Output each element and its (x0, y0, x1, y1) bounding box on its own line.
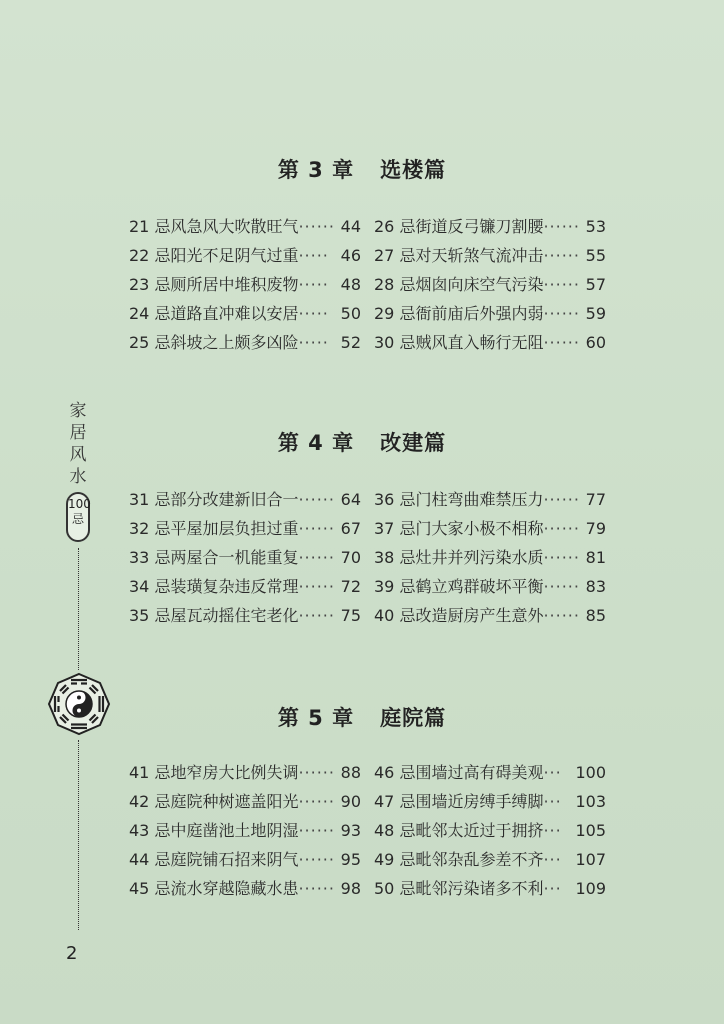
page-ref: 53 (585, 217, 606, 236)
toc-column-right (374, 758, 606, 903)
page-ref: 64 (340, 490, 361, 509)
toc-entry[interactable]: 35 忌屋瓦动摇住宅老化······ 75 (129, 601, 361, 630)
page-ref: 44 (340, 217, 361, 236)
toc-entry[interactable]: 27 忌对天斩煞气流冲击······ 55 (374, 241, 606, 270)
page-ref: 98 (340, 879, 361, 898)
toc-entry[interactable]: 24 忌道路直冲难以安居····· 50 (129, 299, 361, 328)
page-ref: 60 (585, 333, 606, 352)
side-title-char: 风 (69, 445, 87, 465)
page-ref: 55 (585, 246, 606, 265)
toc-entry[interactable]: 43 忌中庭凿池土地阴湿······ 93 (129, 816, 361, 845)
toc-entry[interactable]: 45 忌流水穿越隐藏水患······ 98 (129, 874, 361, 903)
side-title-badge: 100忌 (66, 492, 90, 542)
page-ref: 70 (340, 548, 361, 567)
page-ref: 85 (585, 606, 606, 625)
page-ref: 83 (585, 577, 606, 596)
toc-entry[interactable]: 31 忌部分改建新旧合一······ 64 (129, 485, 361, 514)
page-ref: 109 (575, 879, 606, 898)
page-ref: 67 (340, 519, 361, 538)
toc-entry[interactable]: 42 忌庭院种树遮盖阳光······ 90 (129, 787, 361, 816)
toc-entry[interactable]: 25 忌斜坡之上颇多凶险····· 52 (129, 328, 361, 357)
page-ref: 57 (585, 275, 606, 294)
page-ref: 105 (575, 821, 606, 840)
toc-entry[interactable]: 33 忌两屋合一机能重复······ 70 (129, 543, 361, 572)
page-ref: 52 (340, 333, 361, 352)
toc-entry[interactable]: 40 忌改造厨房产生意外······ 85 (374, 601, 606, 630)
toc-entry[interactable]: 26 忌街道反弓镰刀割腰······ 53 (374, 212, 606, 241)
toc-entry[interactable]: 38 忌灶井并列污染水质······ 81 (374, 543, 606, 572)
divider-line (78, 548, 79, 670)
page-number: 2 (66, 943, 78, 964)
chapter-name: 改建篇 (380, 431, 447, 455)
toc-entry[interactable]: 39 忌鹤立鸡群破坏平衡······ 83 (374, 572, 606, 601)
page-ref: 46 (340, 246, 361, 265)
toc-entry[interactable]: 46 忌围墙过高有碍美观··· 100 (374, 758, 606, 787)
page-ref: 103 (575, 792, 606, 811)
toc-entry[interactable]: 21 忌风急风大吹散旺气······ 44 (129, 212, 361, 241)
toc-column-left (129, 485, 361, 630)
page-ref: 50 (340, 304, 361, 323)
chapter-label: 第 5 章 (277, 706, 355, 730)
page-ref: 79 (585, 519, 606, 538)
chapter-title (0, 154, 724, 184)
toc-entry[interactable]: 36 忌门柱弯曲难禁压力······ 77 (374, 485, 606, 514)
page-ref: 72 (340, 577, 361, 596)
chapter-label: 第 4 章 (277, 431, 355, 455)
page-ref: 95 (340, 850, 361, 869)
toc-entry[interactable]: 28 忌烟囱向床空气污染······ 57 (374, 270, 606, 299)
toc-column-left (129, 758, 361, 903)
toc-entry[interactable]: 32 忌平屋加层负担过重······ 67 (129, 514, 361, 543)
bagua-yin-yang-icon (47, 672, 111, 736)
chapter-title (0, 427, 724, 457)
page-ref: 107 (575, 850, 606, 869)
toc-entry[interactable]: 30 忌贼风直入畅行无阻······ 60 (374, 328, 606, 357)
toc-entry[interactable]: 44 忌庭院铺石招来阴气······ 95 (129, 845, 361, 874)
side-running-title (58, 400, 98, 542)
chapter-label: 第 3 章 (277, 158, 355, 182)
page-ref: 48 (340, 275, 361, 294)
page-ref: 75 (340, 606, 361, 625)
toc-entry[interactable]: 41 忌地窄房大比例失调······ 88 (129, 758, 361, 787)
toc-entry[interactable]: 29 忌衙前庙后外强内弱······ 59 (374, 299, 606, 328)
page-ref: 59 (585, 304, 606, 323)
toc-entry[interactable]: 22 忌阳光不足阴气过重····· 46 (129, 241, 361, 270)
toc-entry[interactable]: 23 忌厕所居中堆积废物····· 48 (129, 270, 361, 299)
toc-column-left (129, 212, 361, 357)
toc-entry[interactable]: 47 忌围墙近房缚手缚脚··· 103 (374, 787, 606, 816)
toc-column-right (374, 485, 606, 630)
divider-line (78, 740, 79, 930)
side-title-char: 家 (69, 401, 87, 421)
side-title-char: 水 (69, 467, 87, 487)
chapter-name: 选楼篇 (380, 158, 447, 182)
page-ref: 81 (585, 548, 606, 567)
page-ref: 93 (340, 821, 361, 840)
page-ref: 77 (585, 490, 606, 509)
toc-entry[interactable]: 34 忌装璜复杂违反常理······ 72 (129, 572, 361, 601)
side-title-char: 居 (69, 423, 87, 443)
toc-entry[interactable]: 50 忌毗邻污染诸多不利··· 109 (374, 874, 606, 903)
page-ref: 100 (575, 763, 606, 782)
toc-column-right (374, 212, 606, 357)
toc-entry[interactable]: 49 忌毗邻杂乱参差不齐··· 107 (374, 845, 606, 874)
chapter-name: 庭院篇 (380, 706, 447, 730)
page-ref: 88 (340, 763, 361, 782)
page-ref: 90 (340, 792, 361, 811)
toc-entry[interactable]: 48 忌毗邻太近过于拥挤··· 105 (374, 816, 606, 845)
toc-entry[interactable]: 37 忌门大家小极不相称······ 79 (374, 514, 606, 543)
